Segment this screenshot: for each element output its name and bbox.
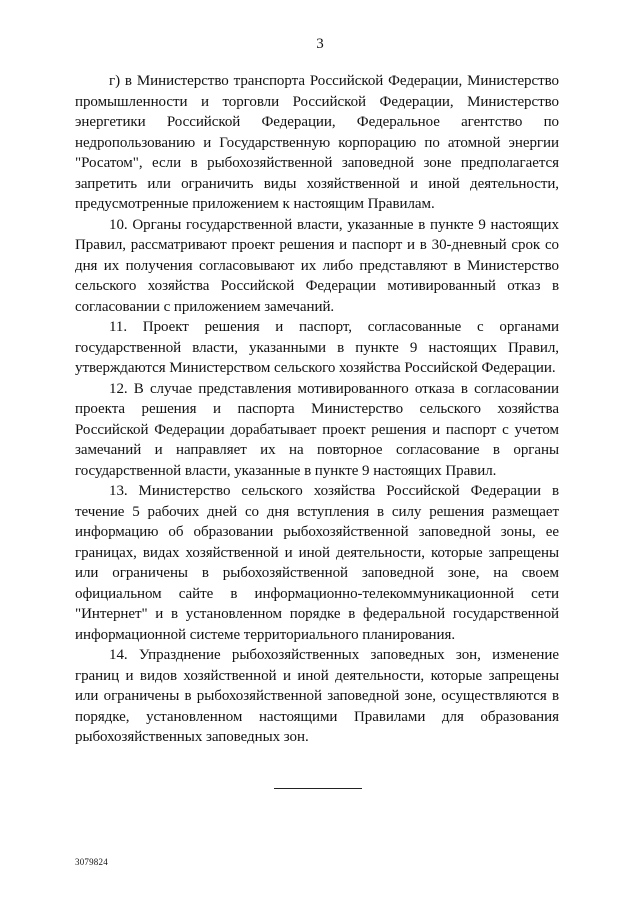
document-code: 3079824 [75, 857, 108, 867]
paragraph-14: 14. Упразднение рыбохозяйственных заповедных зон, изменение границ и видов хозяйственной и иной деятельности, которые запрещены или ограничены в рыбохозяйственной заповедной зоне, осуществляются в порядке, установленном настоящими Правилами для образования рыбохозяйственных заповедных зон. [75, 647, 559, 745]
paragraph-11: 11. Проект решения и паспорт, согласованные с органами государственной власти, указанными в пункте 9 настоящих Правил, утверждаются Министерством сельского хозяйства Российской Федерации. [75, 319, 559, 376]
paragraph-12: 12. В случае представления мотивированного отказа в согласовании проекта решения и паспорта Министерство сельского хозяйства Российской Федерации дорабатывает проект решения и паспорт с учетом замечаний и направляет их на повторное согласование в органы государственной власти, указанные в пункте 9 настоящих Правил. [75, 380, 559, 479]
paragraph-13: 13. Министерство сельского хозяйства Российской Федерации в течение 5 рабочих дней со дня вступления в силу решения размещает информацию об образовании рыбохозяйственной заповедной зоны, ее границах, видах хозяйственной и иной деятельности, которые запрещены или ограничены в рыбохозяйственной заповедной зоне, на своем официальном сайте в информационно-телекоммуникационной сети "Интернет" и в установленном порядке в федеральной государственной информационной системе территориального планирования. [75, 483, 559, 643]
document-body [75, 71, 559, 748]
paragraph-item-g: г) в Министерство транспорта Российской Федерации, Министерство промышленности и торговли Российской Федерации, Министерство энергетики Российской Федерации, Федеральное агентство по недропользованию и Государственную корпорацию по атомной энергии "Росатом", если в рыбохозяйственной заповедной зоне предполагается запретить или ограничить виды хозяйственной и иной деятельности, предусмотренные приложением к настоящим Правилам. [75, 73, 559, 212]
page-number: 3 [316, 36, 324, 52]
closing-divider [274, 788, 362, 789]
paragraph-10: 10. Органы государственной власти, указанные в пункте 9 настоящих Правил, рассматривают проект решения и паспорт и в 30-дневный срок со дня их получения согласовывают их либо представляют в Министерство сельского хозяйства Российской Федерации мотивированный отказ в согласовании с приложением замечаний. [75, 216, 559, 315]
